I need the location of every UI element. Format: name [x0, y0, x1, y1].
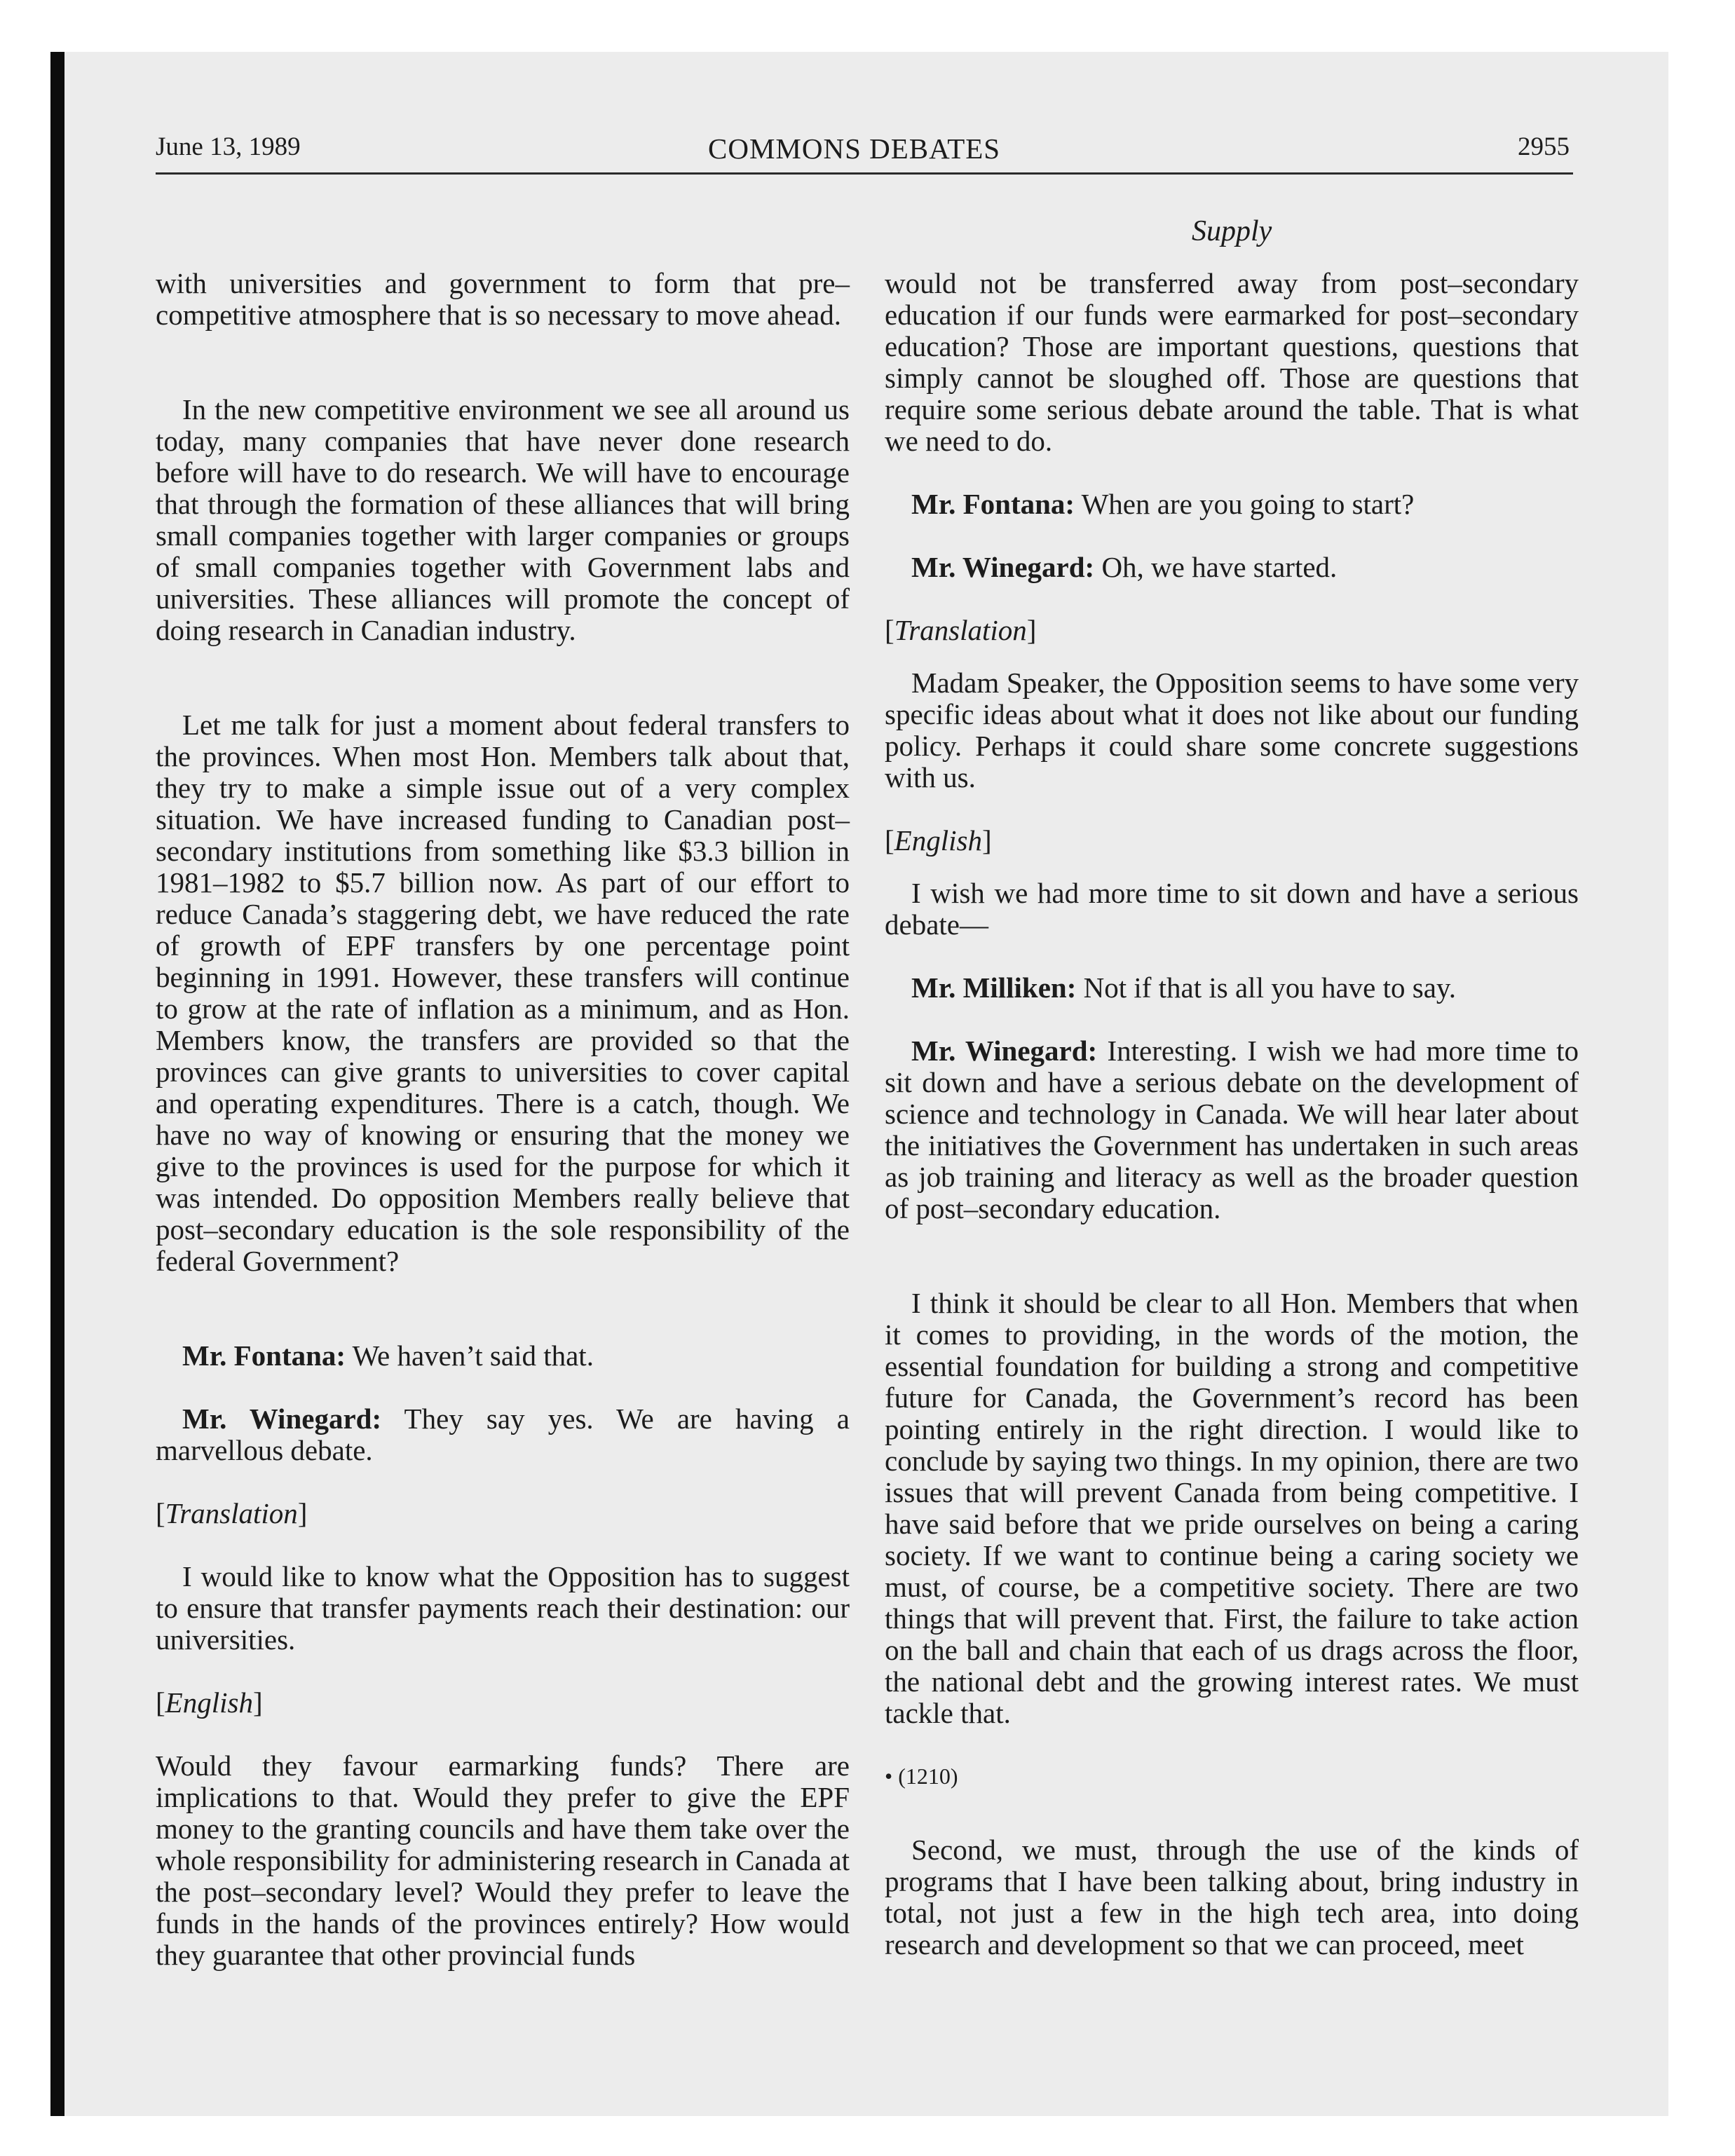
paragraph: Madam Speaker, the Opposition seems to have some very specific ideas about what it does not like about our funding policy. Perhaps it could share some concrete suggestions with us. — [885, 667, 1579, 793]
speaker-name: Mr. Winegard: — [182, 1403, 382, 1435]
language-tag: [English] — [156, 1686, 263, 1719]
speech-text: We haven’t said that. — [352, 1339, 594, 1372]
speech — [885, 972, 1579, 1004]
speech-text: When are you going to start? — [1081, 488, 1415, 520]
language-tag: [Translation] — [885, 614, 1037, 646]
scan-edge-shadow — [50, 52, 64, 2116]
paragraph: In the new competitive environment we see all around us today, many companies that have never done research before will have to do research. We will have to encourage that through the formation of these alliances that will bring small companies together with larger companies or groups of small companies together with Government labs and universities. These alliances will promote the concept of doing research in Canadian industry. — [156, 393, 850, 646]
speech-text: They say yes. We are having a marvellous debate. — [156, 1403, 850, 1466]
speech — [885, 489, 1579, 520]
paragraph: Let me talk for just a moment about federal transfers to the provinces. When most Hon. Members talk about that, they try to make a simple issue out of a very complex situation. We have increased funding to Canadian post–secondary institutions from something like $3.3 billion in 1981–1982 to $5.7 billion now. As part of our effort to reduce Canada’s staggering debt, we have reduced the rate of growth of EPF transfers by one percentage point beginning in 1991. However, these transfers will continue to grow at the rate of inflation as a minimum, and as Hon. Members know, the transfers are provided so that the provinces can give grants to universities to cover capital and operating expenditures. There is a catch, though. We have no way of knowing or ensuring that the money we give to the provinces is used for the purpose for which it was intended. Do opposition Members really believe that post–secondary education is the sole responsibility of the federal Government? — [156, 709, 850, 1277]
speech — [885, 552, 1579, 583]
speaker-name: Mr. Winegard: — [911, 551, 1095, 583]
right-column — [885, 268, 1579, 1992]
language-tag: [Translation] — [156, 1497, 308, 1529]
speech — [156, 1340, 850, 1372]
time-marker: • (1210) — [885, 1763, 958, 1789]
paragraph: I would like to know what the Opposition has to suggest to ensure that transfer payments reach their destination: our universities. — [156, 1560, 850, 1656]
speech-text: Interesting. I wish we had more time to sit down and have a serious debate on the development of science and technology in Canada. We will hear later about the initiatives the Government has undertaken in such areas as job training and literacy as well as the broader question of post–secondary education. — [885, 1035, 1579, 1224]
paragraph: Second, we must, through the use of the kinds of programs that I have been talking about, bring industry in total, not just a few in the high tech area, into doing research and development so that we can proceed, meet — [885, 1834, 1579, 1960]
paragraph: I wish we had more time to sit down and have a serious debate— — [885, 877, 1579, 941]
left-column — [156, 268, 850, 2003]
paragraph: with universities and government to form that pre–competitive atmosphere that is so necessary to move ahead. — [156, 267, 850, 331]
header-title: COMMONS DEBATES — [708, 132, 1001, 165]
speech-text: Oh, we have started. — [1101, 551, 1338, 583]
section-label: Supply — [1192, 215, 1272, 247]
speech — [885, 1035, 1579, 1224]
speech-text: Not if that is all you have to say. — [1083, 971, 1456, 1004]
header-rule — [156, 172, 1573, 175]
page-number: 2955 — [1518, 132, 1570, 161]
speaker-name: Mr. Fontana: — [182, 1339, 346, 1372]
paragraph: Would they favour earmarking funds? There are implications to that. Would they prefer to give the EPF money to the granting councils and have them take over the whole responsibility for administering research in Canada at the post–secondary level? Would they prefer to leave the funds in the hands of the provinces entirely? How would they guarantee that other provincial funds — [156, 1749, 850, 1971]
paragraph: I think it should be clear to all Hon. Members that when it comes to providing, in the words of the motion, the essential foundation for building a strong and competitive future for Canada, the Government’s record has been pointing entirely in the right direction. I would like to conclude by saying two things. In my opinion, there are two issues that will prevent Canada from being competitive. I have said before that we pride ourselves on being a caring society. If we want to continue being a caring society we must, of course, be a competitive society. There are two things that will prevent that. First, the failure to take action on the ball and chain that each of us drags across the floor, the national debt and the growing interest rates. We must tackle that. — [885, 1287, 1579, 1729]
header-date: June 13, 1989 — [156, 132, 301, 161]
speech — [156, 1403, 850, 1466]
language-tag: [English] — [885, 824, 992, 857]
speaker-name: Mr. Milliken: — [911, 971, 1077, 1004]
paragraph: would not be transferred away from post–secondary education if our funds were earmarked for post–secondary education? Those are important questions, questions that simply cannot be sloughed off. Those are questions that require some serious debate around the table. That is what we need to do. — [885, 267, 1579, 457]
speaker-name: Mr. Winegard: — [911, 1035, 1098, 1067]
speaker-name: Mr. Fontana: — [911, 488, 1075, 520]
